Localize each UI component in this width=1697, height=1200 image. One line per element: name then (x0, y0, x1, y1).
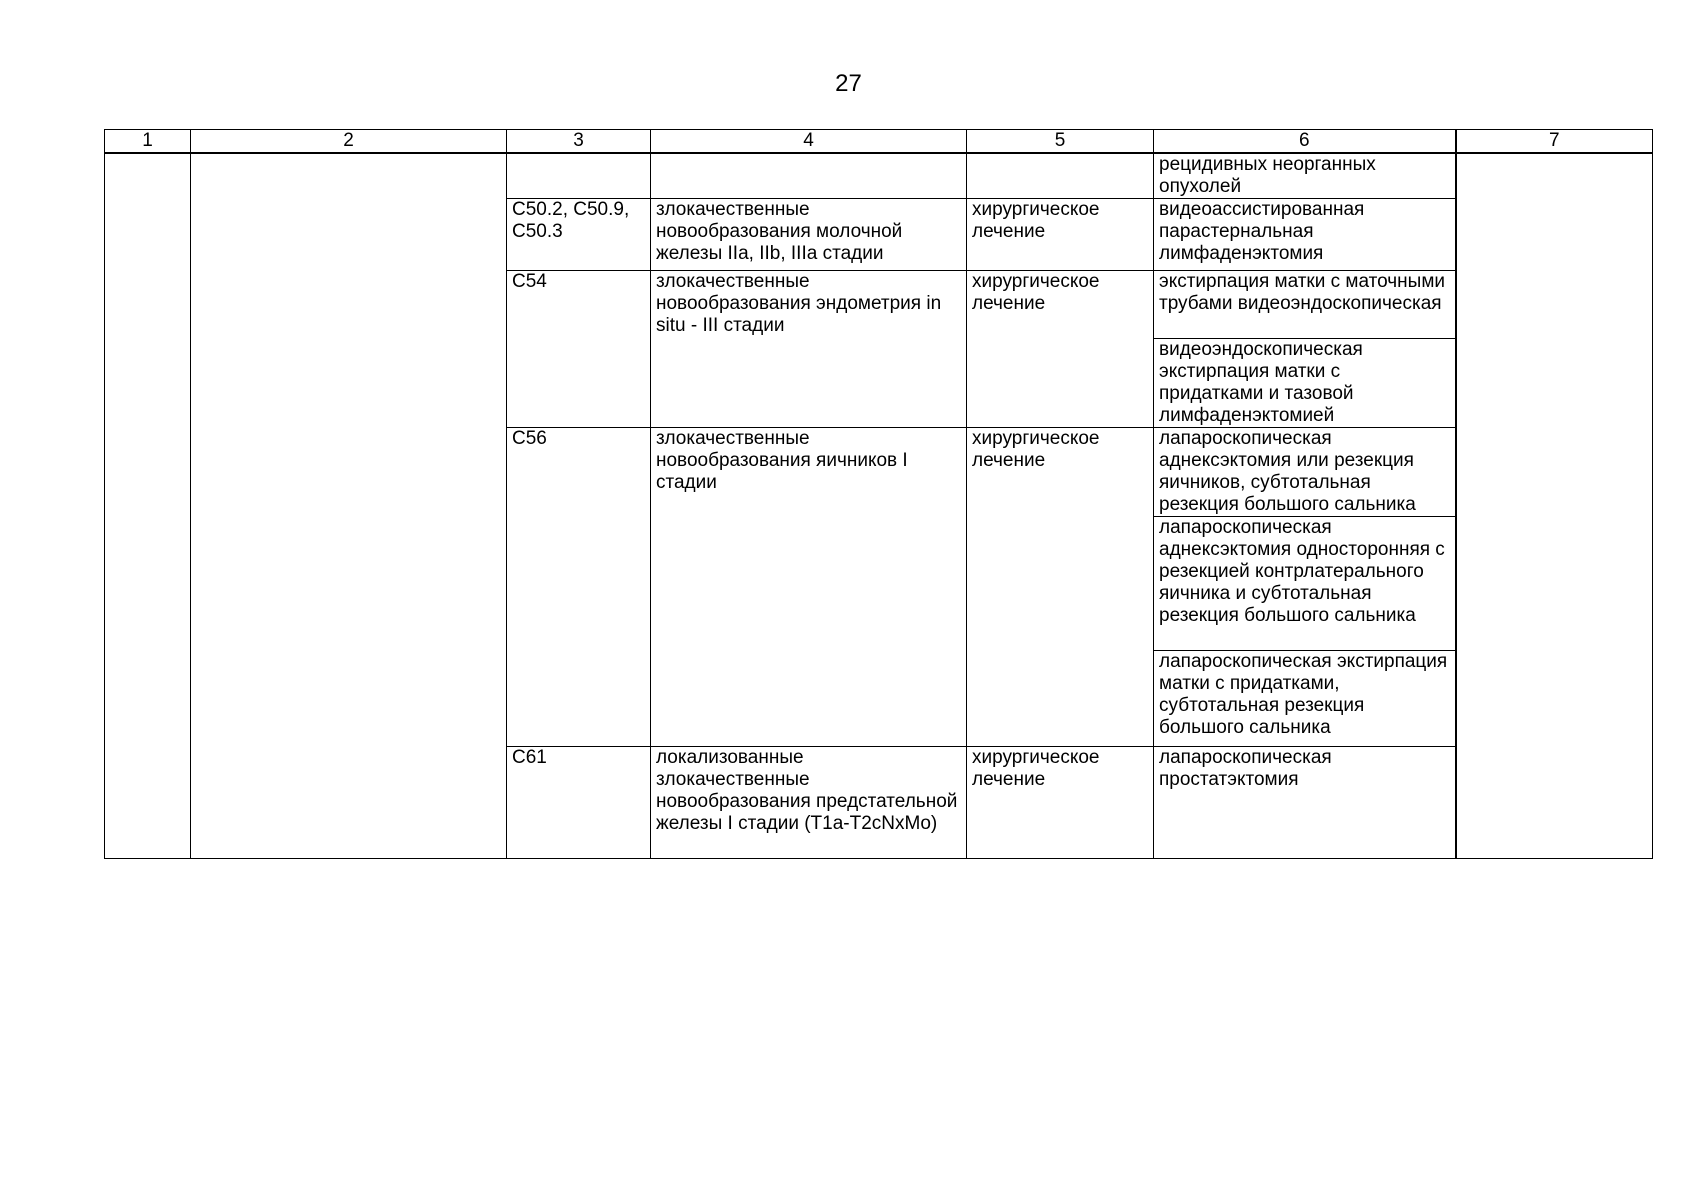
table-row (105, 153, 1653, 199)
cell-icd-code: C54 (507, 271, 651, 428)
cell-diagnosis: злокачественные новообразования эндометрия in situ - III стадии (651, 271, 967, 428)
cell-method: лапароскопическая экстирпация матки с придатками, субтотальная резекция большого сальника (1154, 651, 1456, 747)
page-number: 27 (835, 70, 862, 97)
header-col-1: 1 (105, 130, 191, 154)
cell-col3-empty (507, 153, 651, 199)
cell-method: видеоассистированная парастернальная лимфаденэктомия (1154, 199, 1456, 271)
cell-method: лапароскопическая аднексэктомия или резекция яичников, субтотальная резекция большого сальника (1154, 428, 1456, 517)
cell-col2-empty (191, 153, 507, 859)
cell-icd-code: C50.2, C50.9, C50.3 (507, 199, 651, 271)
cell-col5-empty (967, 153, 1154, 199)
cell-treatment: хирургическое лечение (967, 747, 1154, 859)
cell-treatment: хирургическое лечение (967, 199, 1154, 271)
header-col-7: 7 (1456, 130, 1653, 154)
cell-treatment: хирургическое лечение (967, 271, 1154, 428)
header-col-6: 6 (1154, 130, 1456, 154)
header-row (105, 130, 1653, 154)
cell-treatment: хирургическое лечение (967, 428, 1154, 747)
cell-col7-empty (1456, 153, 1653, 859)
cell-col1-empty (105, 153, 191, 859)
header-col-4: 4 (651, 130, 967, 154)
cell-diagnosis: злокачественные новообразования молочной железы IIa, IIb, IIIa стадии (651, 199, 967, 271)
cell-method: лапароскопическая аднексэктомия односторонняя с резекцией контрлатерального яичника и субтотальная резекция большого сальника (1154, 517, 1456, 651)
cell-icd-code: C56 (507, 428, 651, 747)
cell-diagnosis: злокачественные новообразования яичников I стадии (651, 428, 967, 747)
header-col-3: 3 (507, 130, 651, 154)
data-table (104, 129, 1653, 859)
cell-method: рецидивных неорганных опухолей (1154, 153, 1456, 199)
cell-method: видеоэндоскопическая экстирпация матки с придатками и тазовой лимфаденэктомией (1154, 339, 1456, 428)
header-col-5: 5 (967, 130, 1154, 154)
cell-col4-empty (651, 153, 967, 199)
header-col-2: 2 (191, 130, 507, 154)
cell-method: экстирпация матки с маточными трубами видеоэндоскопическая (1154, 271, 1456, 339)
cell-diagnosis: локализованные злокачественные новообразования предстательной железы I стадии (T1a-T2cNxMo) (651, 747, 967, 859)
cell-method: лапароскопическая простатэктомия (1154, 747, 1456, 859)
cell-icd-code: C61 (507, 747, 651, 859)
